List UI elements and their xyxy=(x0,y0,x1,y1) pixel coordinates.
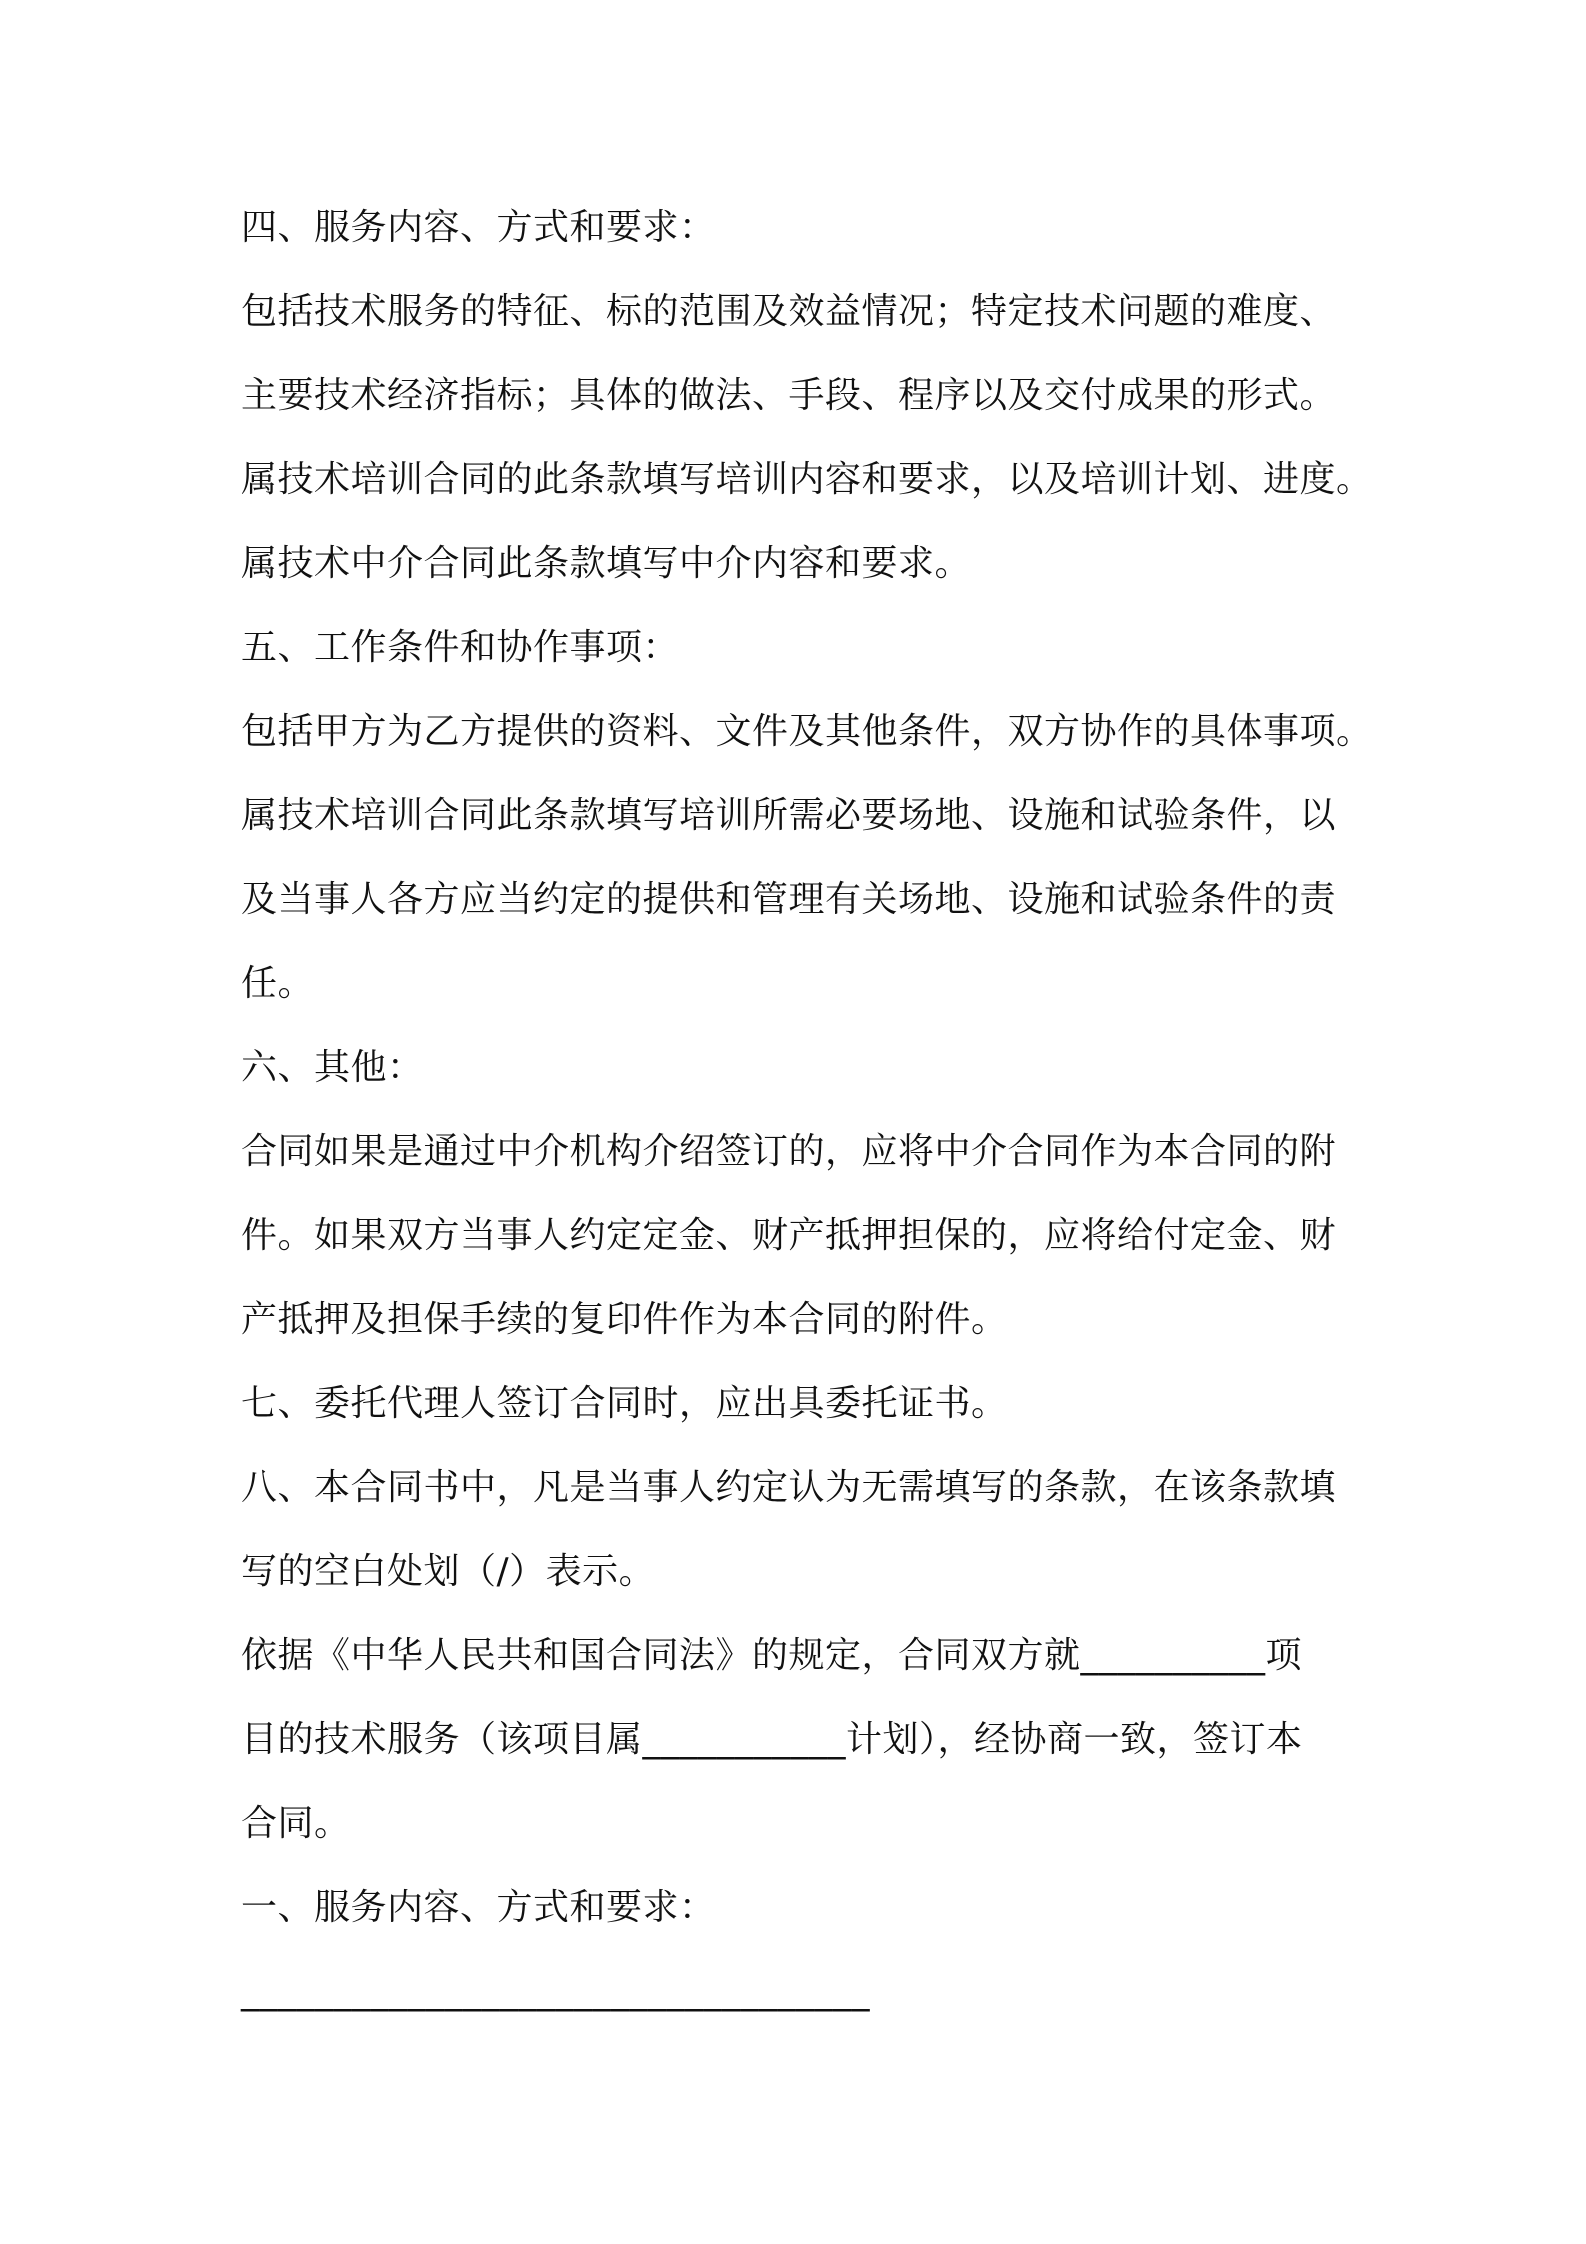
contract-intro-line: 目的技术服务（该项目属___________计划），经协商一致，签订本 xyxy=(241,1719,1303,1760)
section-1-heading: 一、服务内容、方式和要求： xyxy=(241,1887,716,1928)
paragraph-line: 写的空白处划（/）表示。 xyxy=(241,1551,656,1592)
paragraph-line: 任。 xyxy=(241,963,315,1004)
contract-intro-line: 依据《中华人民共和国合同法》的规定，合同双方就__________项 xyxy=(241,1635,1303,1676)
paragraph-line: 产抵押及担保手续的复印件作为本合同的附件。 xyxy=(241,1299,1008,1340)
paragraph-line: 件。如果双方当事人约定定金、财产抵押担保的，应将给付定金、财 xyxy=(241,1215,1337,1256)
blank-fill-line: __________________________________ xyxy=(241,1971,870,2012)
paragraph-line: 属技术培训合同此条款填写培训所需必要场地、设施和试验条件，以 xyxy=(241,795,1337,836)
section-8-line: 八、本合同书中，凡是当事人约定认为无需填写的条款，在该条款填 xyxy=(241,1467,1337,1508)
paragraph-line: 包括技术服务的特征、标的范围及效益情况；特定技术问题的难度、 xyxy=(241,291,1337,332)
contract-intro-line: 合同。 xyxy=(241,1803,351,1844)
section-4-heading: 四、服务内容、方式和要求： xyxy=(241,207,716,248)
paragraph-line: 包括甲方为乙方提供的资料、文件及其他条件，双方协作的具体事项。 xyxy=(241,711,1373,752)
paragraph-line: 合同如果是通过中介机构介绍签订的，应将中介合同作为本合同的附 xyxy=(241,1131,1337,1172)
paragraph-line: 及当事人各方应当约定的提供和管理有关场地、设施和试验条件的责 xyxy=(241,879,1337,920)
section-5-heading: 五、工作条件和协作事项： xyxy=(241,627,680,668)
paragraph-line: 属技术中介合同此条款填写中介内容和要求。 xyxy=(241,543,972,584)
section-6-heading: 六、其他： xyxy=(241,1047,424,1088)
paragraph-line: 主要技术经济指标；具体的做法、手段、程序以及交付成果的形式。 xyxy=(241,375,1337,416)
paragraph-line: 属技术培训合同的此条款填写培训内容和要求，以及培训计划、进度。 xyxy=(241,459,1373,500)
section-7-line: 七、委托代理人签订合同时，应出具委托证书。 xyxy=(241,1383,1008,1424)
